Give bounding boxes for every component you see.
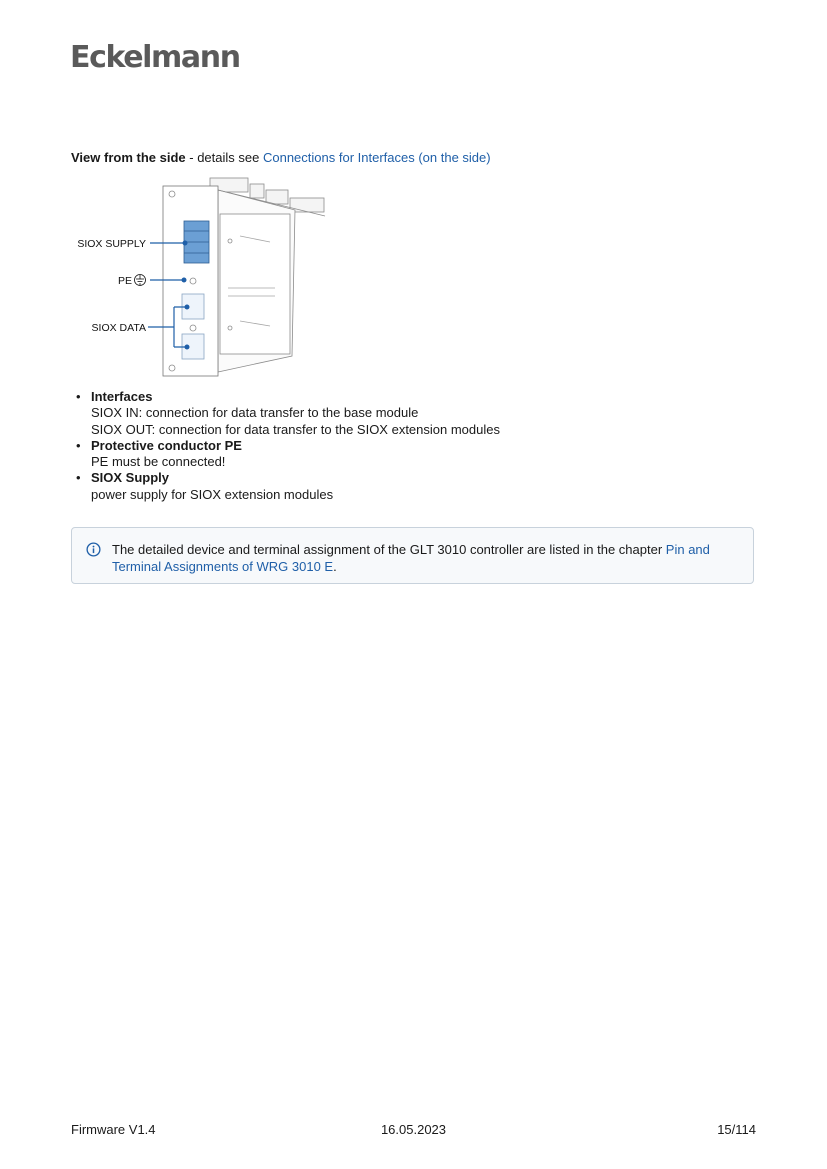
footer-date: 16.05.2023 — [380, 1122, 447, 1137]
siox-data-label: SIOX DATA — [91, 322, 146, 334]
device-illustration — [70, 176, 330, 380]
siox-supply-label: SIOX SUPPLY — [77, 238, 146, 250]
info-note-box — [71, 527, 754, 584]
list-item-title: SIOX Supply — [91, 470, 170, 486]
info-icon — [86, 542, 101, 557]
pin-assignments-link[interactable]: Pin and Terminal Assignments of WRG 3010 E — [112, 542, 710, 574]
pe-label: PE — [117, 275, 132, 287]
ground-icon — [135, 275, 146, 286]
bullet-icon: • — [76, 470, 81, 486]
list-item-line: SIOX IN: connection for data transfer to the base module — [91, 405, 419, 421]
list-item — [76, 470, 500, 503]
company-logo: Eckelmann — [70, 40, 240, 75]
list-item — [76, 438, 500, 471]
bullet-icon: • — [76, 437, 81, 453]
note-body: The detailed device and terminal assignment of the GLT 3010 controller are listed in the chapter — [112, 542, 666, 557]
footer-firmware: Firmware V1.4 — [71, 1122, 156, 1137]
intro-line — [71, 150, 491, 165]
list-item-line: power supply for SIOX extension modules — [91, 486, 334, 502]
note-text — [112, 541, 732, 575]
device-side-view-figure — [70, 176, 330, 380]
bullet-icon: • — [76, 389, 81, 404]
intro-bold: View from the side — [71, 150, 186, 165]
connections-link[interactable]: Connections for Interfaces (on the side) — [262, 150, 491, 165]
footer-page-number: 15/114 — [717, 1122, 756, 1137]
list-item — [76, 389, 500, 438]
list-item-title: Interfaces — [91, 389, 153, 404]
intro-text: - details see — [185, 150, 263, 165]
list-item-line: PE must be connected! — [91, 454, 226, 470]
list-item-line: SIOX OUT: connection for data transfer to the SIOX extension modules — [91, 421, 500, 437]
note-end: . — [333, 559, 337, 574]
feature-list — [76, 389, 500, 503]
list-item-title: Protective conductor PE — [91, 437, 242, 453]
